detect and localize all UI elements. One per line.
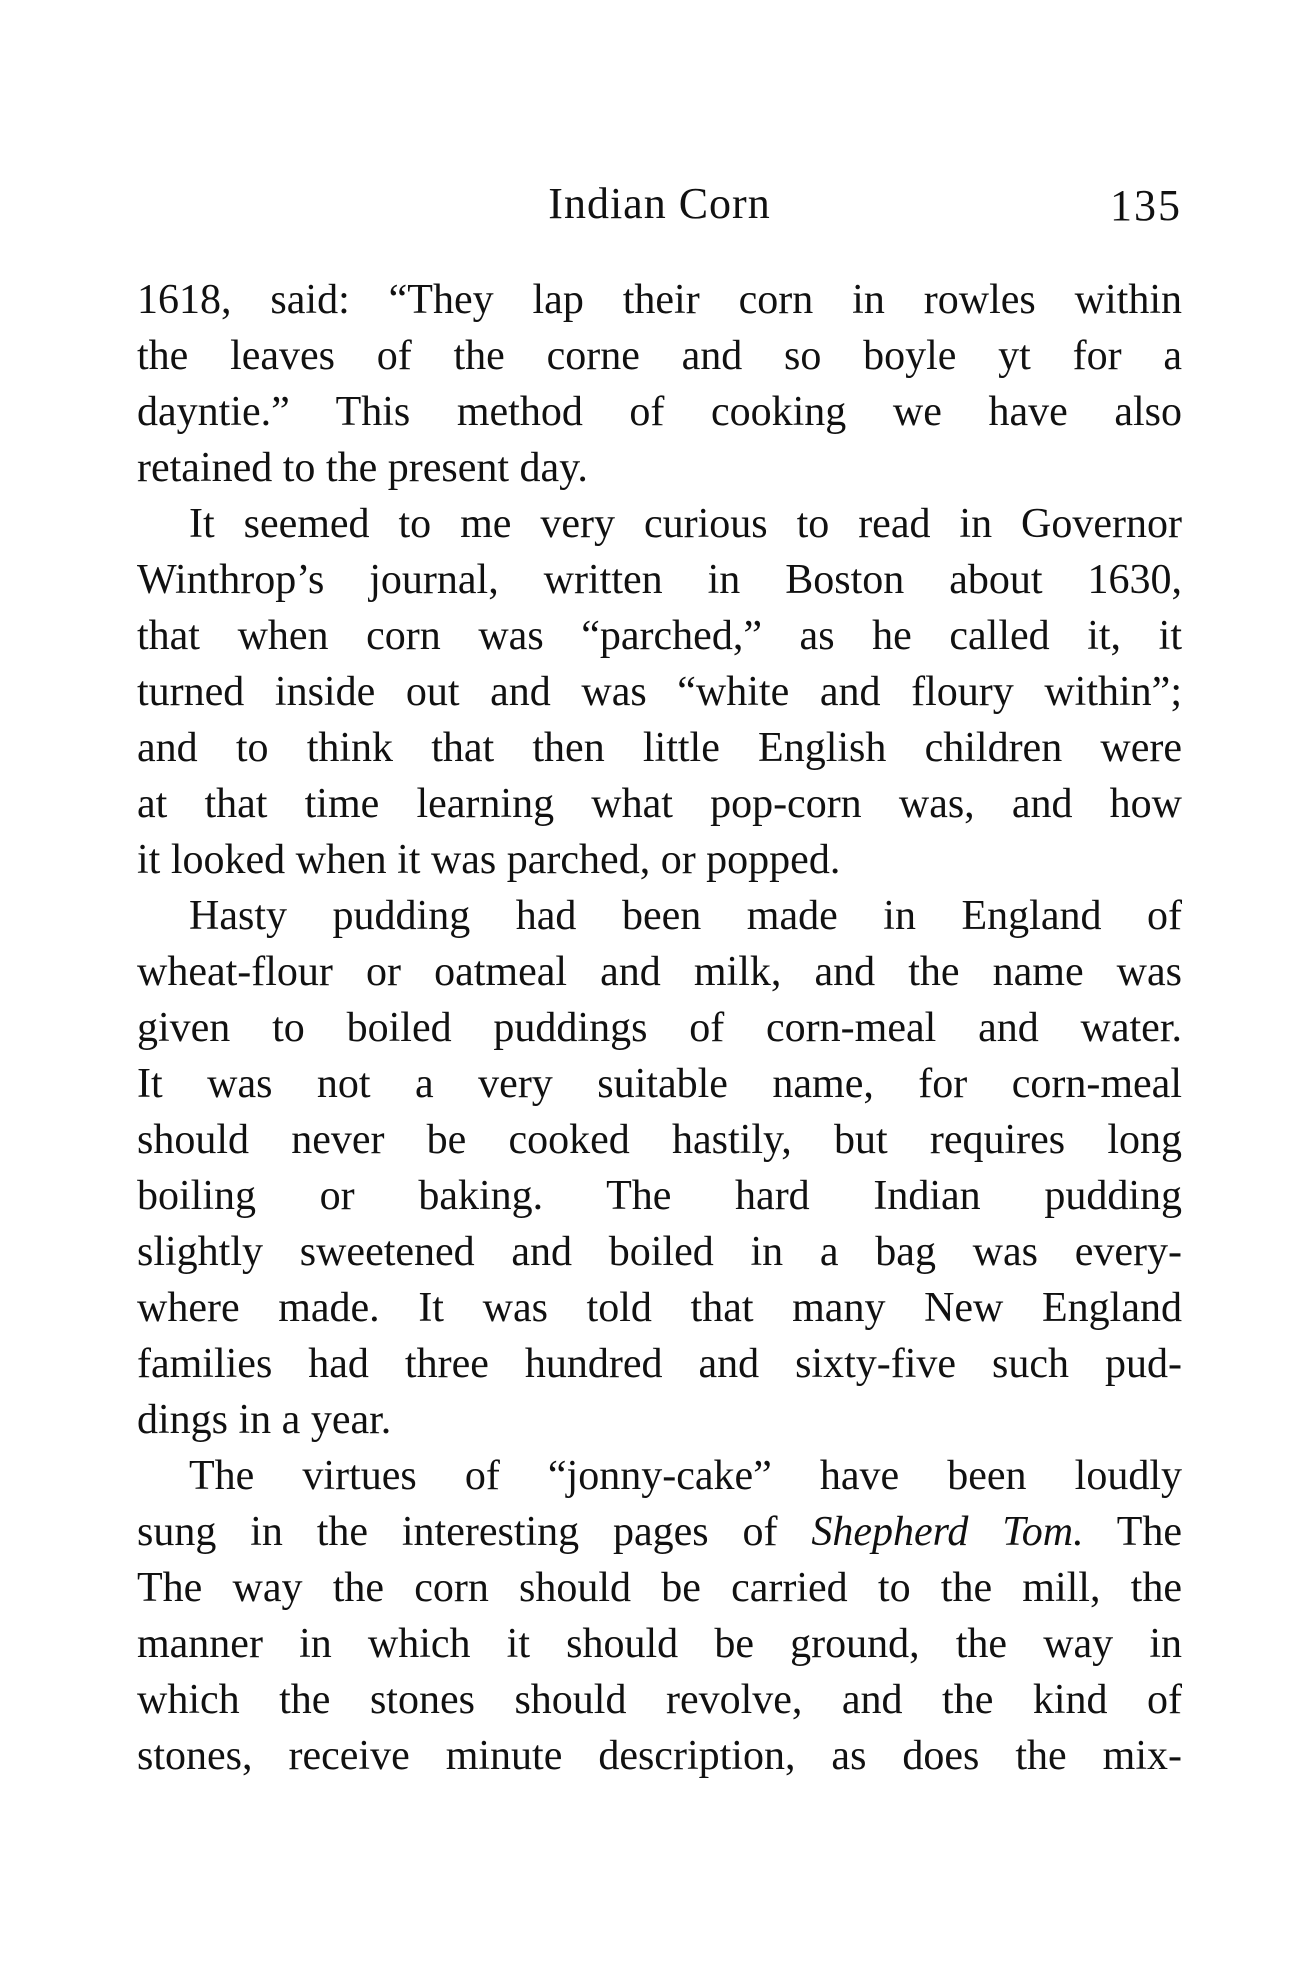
- text-line: and to think that then little English children were: [137, 725, 1182, 771]
- text-line: Winthrop’s journal, written in Boston about 1630,: [137, 557, 1182, 603]
- text-segment: The: [1083, 1509, 1182, 1555]
- page-header: [137, 178, 1182, 238]
- text-line: retained to the present day.: [137, 445, 588, 491]
- text-line: stones, receive minute description, as does the mix-: [137, 1733, 1182, 1779]
- text-line: families had three hundred and sixty-five such pud-: [137, 1341, 1182, 1387]
- text-segment: sung in the interesting pages of: [137, 1509, 812, 1555]
- running-title: Indian Corn: [548, 179, 771, 228]
- text-line: that when corn was “parched,” as he called it, it: [137, 613, 1182, 659]
- text-line: boiling or baking. The hard Indian pudding: [137, 1173, 1182, 1219]
- text-line: 1618, said: “They lap their corn in rowles within: [137, 277, 1182, 323]
- text-line: The way the corn should be carried to the mill, the: [137, 1565, 1182, 1611]
- text-line: It seemed to me very curious to read in Governor: [189, 501, 1182, 547]
- text-line: it looked when it was parched, or popped.: [137, 837, 841, 883]
- text-line: manner in which it should be ground, the way in: [137, 1621, 1182, 1667]
- text-line: It was not a very suitable name, for corn-meal: [137, 1061, 1182, 1107]
- text-line: The virtues of “jonny-cake” have been loudly: [189, 1453, 1182, 1499]
- text-line: slightly sweetened and boiled in a bag was every-: [137, 1229, 1182, 1275]
- text-line: dayntie.” This method of cooking we have also: [137, 389, 1182, 435]
- text-line: at that time learning what pop-corn was, and how: [137, 781, 1182, 827]
- text-line: wheat-flour or oatmeal and milk, and the name was: [137, 949, 1182, 995]
- page-number: 135: [1110, 181, 1182, 230]
- body-text: [137, 272, 1182, 1784]
- book-title-italic: Shepherd Tom.: [811, 1509, 1084, 1555]
- text-line: turned inside out and was “white and floury within”;: [137, 669, 1182, 715]
- text-line: given to boiled puddings of corn-meal and water.: [137, 1005, 1182, 1051]
- text-line: the leaves of the corne and so boyle yt for a: [137, 333, 1182, 379]
- text-line: which the stones should revolve, and the kind of: [137, 1677, 1182, 1723]
- text-line: Hasty pudding had been made in England of: [189, 893, 1182, 939]
- text-line-with-italic-title: [137, 1504, 1182, 1560]
- text-line: should never be cooked hastily, but requires long: [137, 1117, 1182, 1163]
- text-line: where made. It was told that many New England: [137, 1285, 1182, 1331]
- text-line: dings in a year.: [137, 1397, 392, 1443]
